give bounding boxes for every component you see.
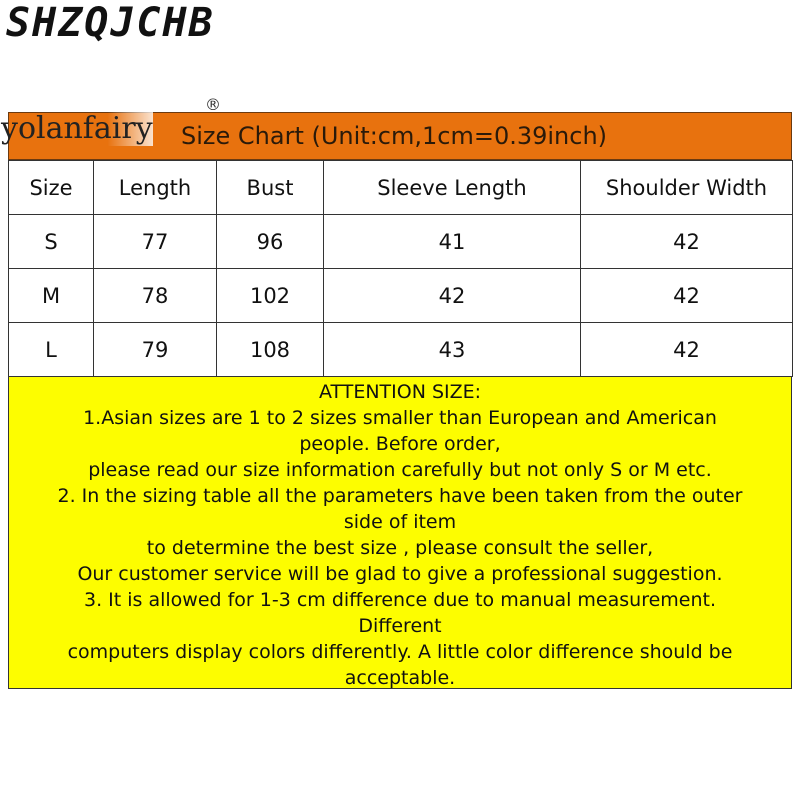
- header-cell: Length: [94, 161, 217, 215]
- size-chart: [1, 95, 792, 689]
- note-line: Our customer service will be glad to give a professional suggestion.: [77, 563, 723, 585]
- table-row: [9, 215, 793, 269]
- table-cell: L: [9, 323, 94, 377]
- table-cell: 42: [581, 323, 793, 377]
- note-line: people. Before order,: [299, 433, 501, 455]
- table-cell: 96: [217, 215, 324, 269]
- table-cell: 79: [94, 323, 217, 377]
- header-cell: Sleeve Length: [324, 161, 581, 215]
- table-header-row: [9, 161, 793, 215]
- table-cell: 42: [581, 269, 793, 323]
- note-line: computers display colors differently. A little color difference should be: [67, 641, 733, 663]
- table-cell: S: [9, 215, 94, 269]
- size-table: [8, 160, 793, 377]
- table-cell: 43: [324, 323, 581, 377]
- table-cell: 102: [217, 269, 324, 323]
- note-line: side of item: [343, 511, 457, 533]
- note-line: please read our size information carefully but not only S or M etc.: [88, 459, 712, 481]
- registered-mark: ®: [205, 95, 221, 114]
- table-row: [9, 269, 793, 323]
- note-line: to determine the best size , please consult the seller,: [146, 537, 654, 559]
- brand-logo: yolanfairy: [1, 111, 153, 146]
- table-cell: 78: [94, 269, 217, 323]
- note-line: 2. In the sizing table all the parameters have been taken from the outer: [57, 485, 743, 507]
- table-cell: 42: [324, 269, 581, 323]
- table-cell: 42: [581, 215, 793, 269]
- table-row: [9, 323, 793, 377]
- header-cell: Bust: [217, 161, 324, 215]
- attention-notes: [8, 377, 792, 689]
- header-cell: Shoulder Width: [581, 161, 793, 215]
- table-cell: 41: [324, 215, 581, 269]
- chart-title: Size Chart (Unit:cm,1cm=0.39inch): [181, 122, 608, 150]
- notes-heading: ATTENTION SIZE:: [318, 381, 482, 403]
- chart-title-bar: [1, 95, 792, 160]
- header-cell: Size: [9, 161, 94, 215]
- table-cell: M: [9, 269, 94, 323]
- brand-name: SHZQJCHB: [6, 0, 215, 46]
- note-line: acceptable.: [344, 667, 456, 689]
- table-cell: 77: [94, 215, 217, 269]
- note-line: 3. It is allowed for 1-3 cm difference due to manual measurement.: [83, 589, 717, 611]
- table-cell: 108: [217, 323, 324, 377]
- note-line: 1.Asian sizes are 1 to 2 sizes smaller than European and American: [83, 407, 717, 429]
- note-line: Different: [358, 615, 442, 637]
